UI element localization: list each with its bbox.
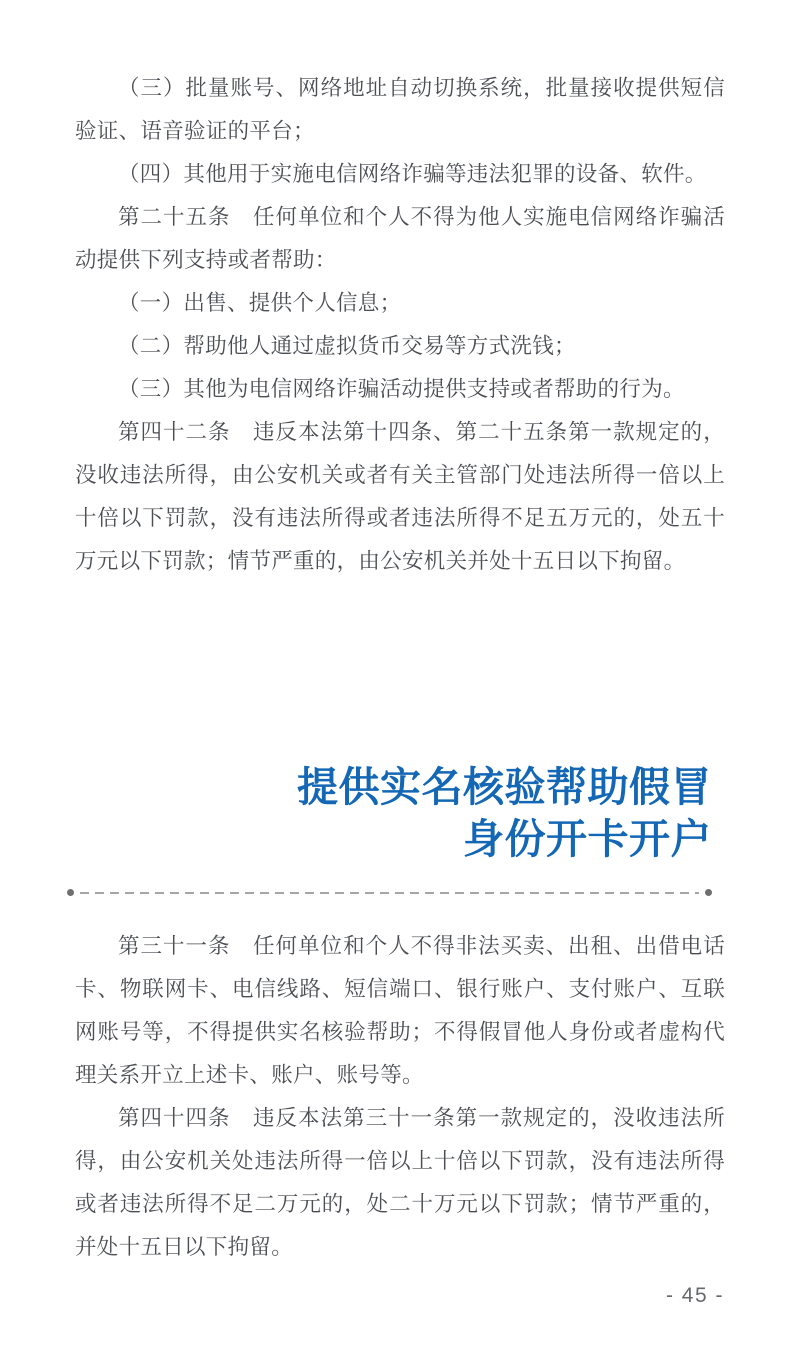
law-paragraph: 第四十四条 违反本法第三十一条第一款规定的，没收违法所得，由公安机关处违法所得一倍以上十倍以下罚款，没有违法所得或者违法所得不足二万元的，处二十万元以下罚款；情节严重的，并处十五日以下拘留。: [75, 1106, 725, 1259]
law-paragraph: 第三十一条 任何单位和个人不得非法买卖、出租、出借电话卡、物联网卡、电信线路、短信端口、银行账户、支付账户、互联网账号等，不得提供实名核验帮助；不得假冒他人身份或者虚构代理关系开立上述卡、账户、账号等。: [75, 934, 725, 1087]
section-law-articles-bottom: [0, 896, 800, 1269]
law-paragraph: （一）出售、提供个人信息；: [118, 291, 402, 315]
section-title-wrapper: [0, 761, 800, 865]
divider-right-dot-icon: [705, 889, 712, 896]
dashed-divider: [67, 889, 712, 896]
divider-dashed-line: [80, 892, 699, 894]
page-number: - 45 -: [665, 1284, 724, 1307]
section-title: [75, 761, 712, 865]
law-paragraph: （三）批量账号、网络地址自动切换系统，批量接收提供短信验证、语音验证的平台；: [75, 76, 725, 143]
law-paragraph: 第四十二条 违反本法第十四条、第二十五条第一款规定的，没收违法所得，由公安机关或者有关主管部门处违法所得一倍以上十倍以下罚款，没有违法所得或者违法所得不足五万元的，处五十万元以下罚款；情节严重的，由公安机关并处十五日以下拘留。: [75, 420, 725, 573]
section-law-articles-top: [0, 0, 800, 583]
divider-left-dot-icon: [67, 889, 74, 896]
law-paragraph: （三）其他为电信网络诈骗活动提供支持或者帮助的行为。: [118, 377, 685, 401]
law-paragraph: 第二十五条 任何单位和个人不得为他人实施电信网络诈骗活动提供下列支持或者帮助：: [75, 205, 725, 272]
section-title-line-2: 身份开卡开户: [463, 816, 712, 862]
law-paragraph: （四）其他用于实施电信网络诈骗等违法犯罪的设备、软件。: [118, 162, 707, 186]
section-title-line-1: 提供实名核验帮助假冒: [297, 764, 712, 810]
law-paragraph: （二）帮助他人通过虚拟货币交易等方式洗钱；: [118, 334, 576, 358]
